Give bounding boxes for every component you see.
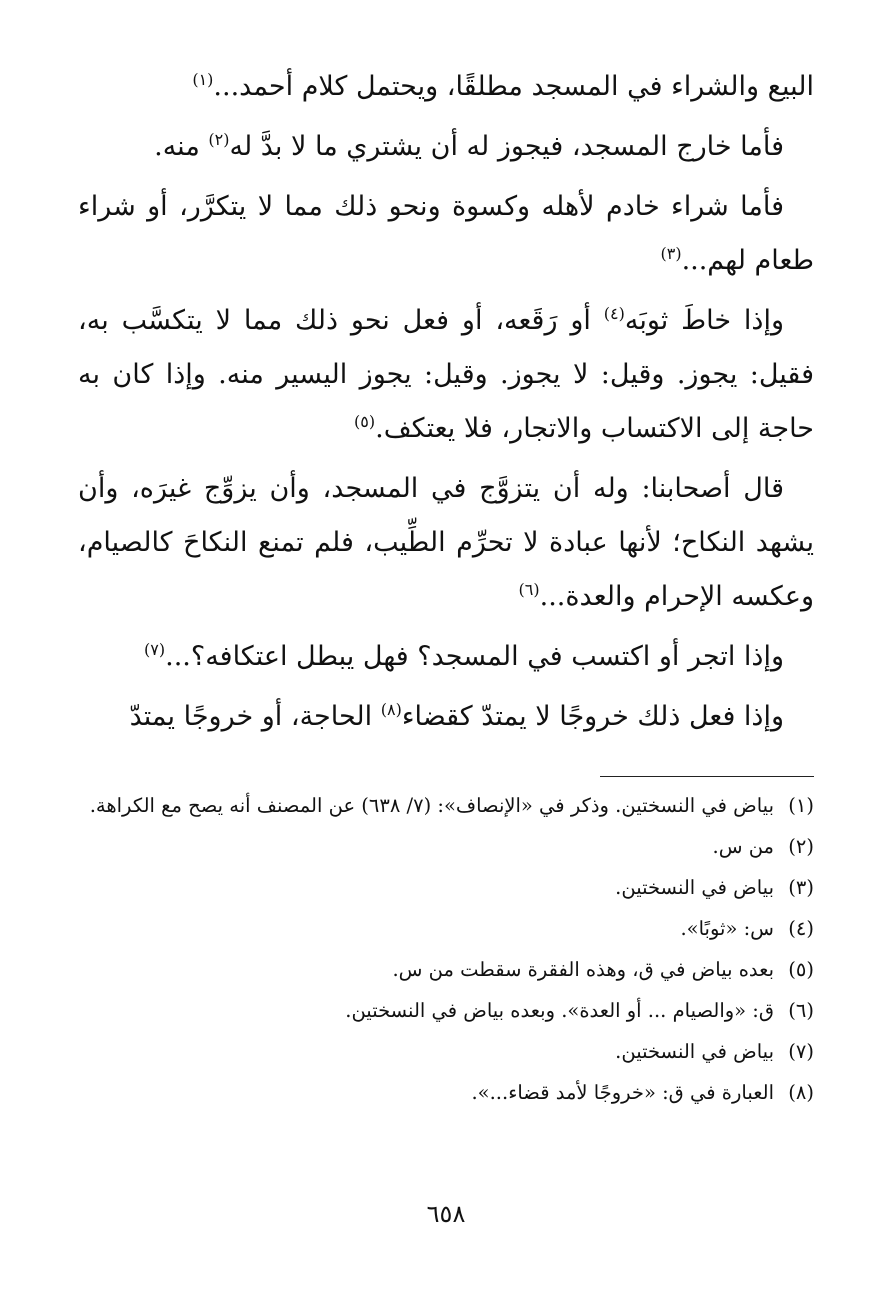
paragraph <box>78 120 814 174</box>
footnote-separator <box>600 776 814 777</box>
paragraph-text: البيع والشراء في المسجد مطلقًا، ويحتمل كلام أحمد... <box>213 71 814 102</box>
footnote-text: بياض في النسختين. وذكر في «الإنصاف»: (٧/ ٦٣٨) عن المصنف أنه يصح مع الكراهة. <box>89 794 774 817</box>
paragraph-text: قال أصحابنا: وله أن يتزوَّج في المسجد، وأن يزوِّج غيرَه، وأن يشهد النكاح؛ لأنها عبادة لا تحرِّم الطِّيب، فلم تمنع النكاحَ كالصيام، وعكسه الإحرام والعدة... <box>78 473 814 612</box>
paragraph <box>78 180 814 288</box>
footnote-ref: (٨) <box>380 700 402 719</box>
paragraph-text: فأما خارج المسجد، فيجوز له أن يشتري ما لا بدَّ له <box>229 131 784 162</box>
paragraph <box>78 60 814 114</box>
paragraph-text: وإذا اتجر أو اكتسب في المسجد؟ فهل يبطل اعتكافه؟... <box>165 641 784 672</box>
footnote-number: (٧) <box>788 1040 814 1063</box>
footnote-number: (٦) <box>788 999 814 1022</box>
footnote <box>78 1077 814 1108</box>
paragraph <box>78 294 814 456</box>
footnote <box>78 831 814 862</box>
footnote-text: ق: «والصيام ... أو العدة». وبعده بياض في النسختين. <box>345 999 774 1022</box>
page-number: ٦٥٨ <box>426 1200 466 1228</box>
footnote-ref: (٥) <box>354 412 376 431</box>
footnote <box>78 995 814 1026</box>
footnote-ref: (٧) <box>144 640 166 659</box>
footnote-text: بعده بياض في ق، وهذه الفقرة سقطت من س. <box>392 958 774 981</box>
paragraph <box>78 690 814 744</box>
footnote-text: العبارة في ق: «خروجًا لأمد قضاء...». <box>471 1081 774 1104</box>
footnotes <box>78 790 814 1118</box>
footnote <box>78 913 814 944</box>
footnote-text: بياض في النسختين. <box>615 876 774 899</box>
paragraph-text: أو رَقَعه، أو فعل نحو ذلك مما لا يتكسَّب به، فقيل: يجوز. وقيل: لا يجوز. وقيل: يجوز اليسير منه. وإذا كان به حاجة إلى الاكتساب والاتجار، فلا يعتكف. <box>78 305 814 444</box>
paragraph-text: فأما شراء خادم لأهله وكسوة ونحو ذلك مما لا يتكرَّر، أو شراء طعام لهم... <box>78 191 814 276</box>
footnote-text: من س. <box>712 835 774 858</box>
footnote-ref: (٦) <box>518 580 540 599</box>
paragraph-text: الحاجة، أو خروجًا يمتدّ <box>129 701 381 732</box>
footnote-number: (٨) <box>788 1081 814 1104</box>
footnote <box>78 1036 814 1067</box>
footnote-number: (١) <box>788 794 814 817</box>
footnote-number: (٤) <box>788 917 814 940</box>
footnote <box>78 954 814 985</box>
footnote-ref: (٢) <box>208 130 230 149</box>
footnote-number: (٣) <box>788 876 814 899</box>
footnote-ref: (٤) <box>603 304 625 323</box>
paragraph <box>78 630 814 684</box>
footnote-text: بياض في النسختين. <box>615 1040 774 1063</box>
paragraph <box>78 462 814 624</box>
footnote-ref: (١) <box>192 70 214 89</box>
footnote <box>78 872 814 903</box>
footnote <box>78 790 814 821</box>
footnote-number: (٢) <box>788 835 814 858</box>
paragraph-text: منه. <box>154 131 209 162</box>
paragraph-text: وإذا خاطَ ثوبَه <box>624 305 784 336</box>
footnote-ref: (٣) <box>660 244 682 263</box>
main-text <box>78 60 814 750</box>
footnote-text: س: «ثوبًا». <box>680 917 774 940</box>
footnote-number: (٥) <box>788 958 814 981</box>
paragraph-text: وإذا فعل ذلك خروجًا لا يمتدّ كقضاء <box>401 701 784 732</box>
